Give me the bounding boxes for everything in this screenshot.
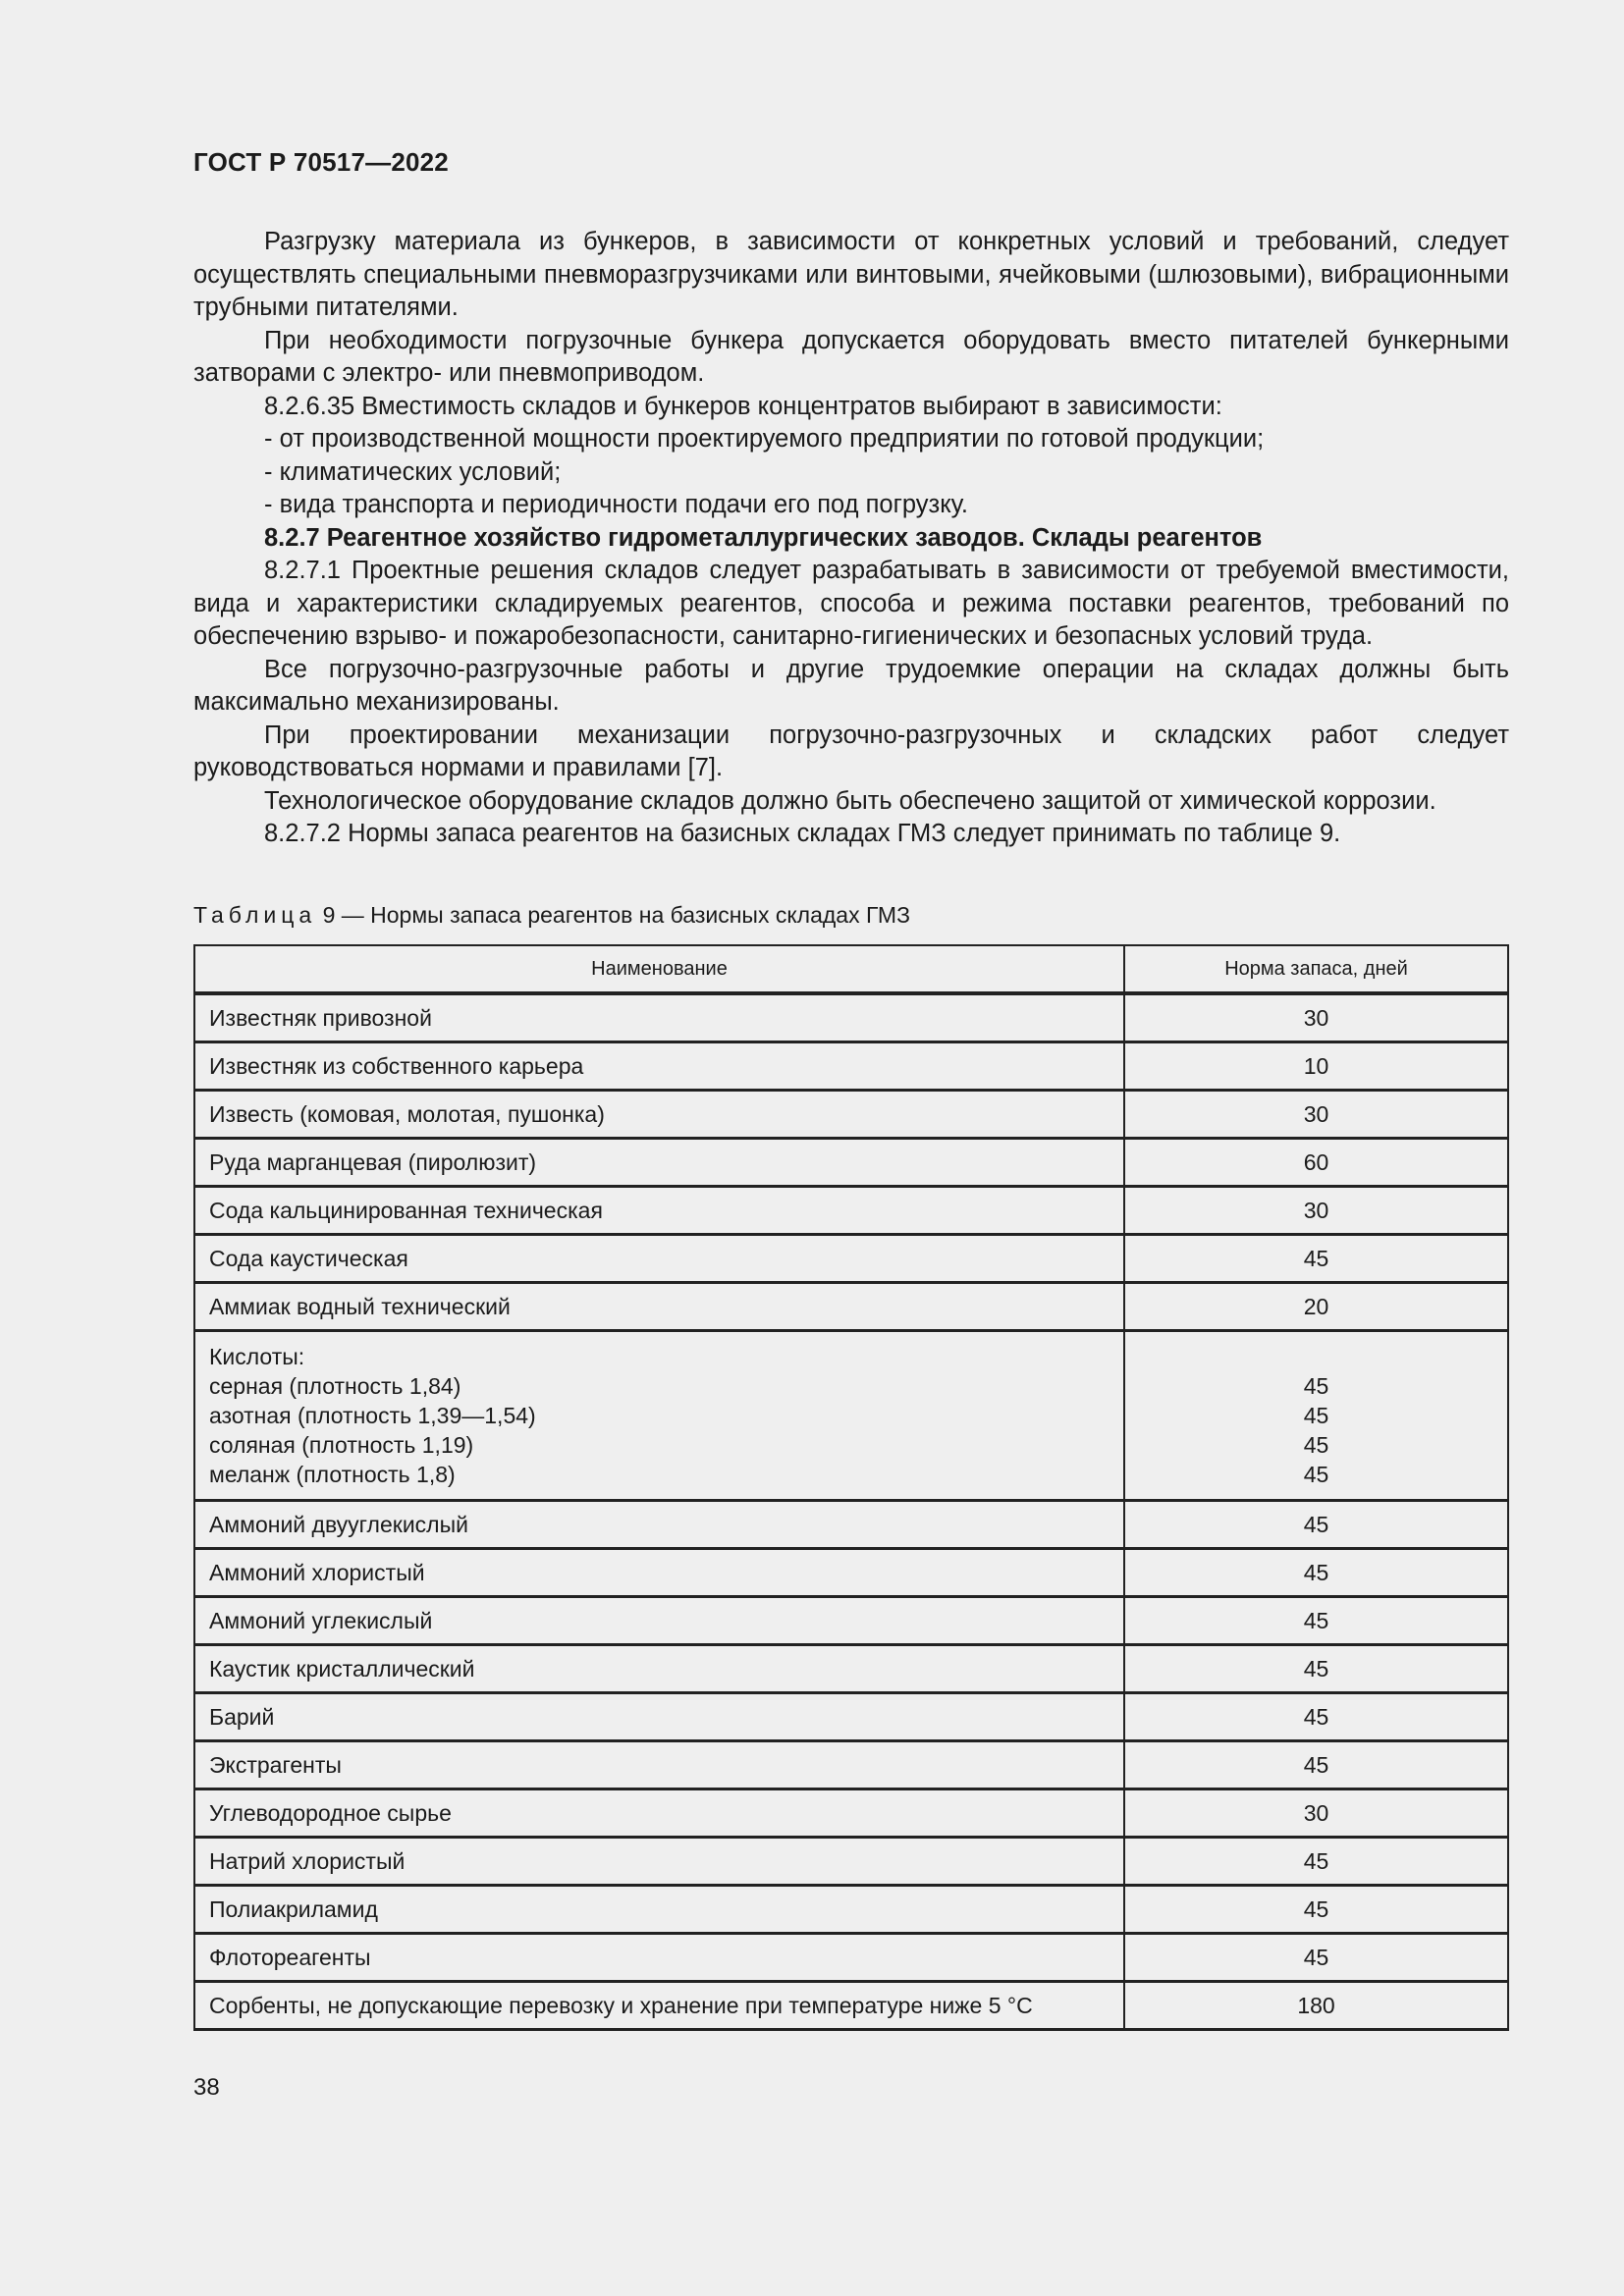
stock-days: 30 [1124,1187,1508,1235]
acids-cell [194,1331,1124,1501]
reagent-name: Аммоний хлористый [194,1549,1124,1597]
reagent-name: Полиакриламид [194,1886,1124,1934]
stock-days: 20 [1124,1283,1508,1331]
stock-days: 180 [1124,1982,1508,2030]
table-body-acids [194,1331,1508,1501]
reagent-name: Натрий хлористый [194,1838,1124,1886]
stock-days: 45 [1124,1549,1508,1597]
acid-name: меланж (плотность 1,8) [209,1462,456,1487]
table-caption-label: Таблица [193,902,317,928]
page-number: 38 [193,2074,220,2101]
table-header-row [194,945,1508,993]
reagent-name: Сода кальцинированная техническая [194,1187,1124,1235]
document-header: ГОСТ Р 70517—2022 [193,147,449,177]
stock-days: 30 [1124,1091,1508,1139]
acid-value: 45 [1303,1462,1329,1487]
paragraph: 8.2.7.2 Нормы запаса реагентов на базисных складах ГМЗ следует принимать по таблице 9. [264,820,1341,847]
list-item: - от производственной мощности проектируемого предприятии по готовой продукции; [264,425,1265,453]
paragraph: 8.2.7.1 Проектные решения складов следует разрабатывать в зависимости от требуемой вместимости, вида и характеристики складируемых реагентов, способа и режима поставки реагентов, требований по обеспечению взрыво- и пожаробезопасности, санитарно-гигиенических и безопасных условий труда. [193,557,1509,650]
column-header-norm: Норма запаса, дней [1124,945,1508,993]
table-body [194,993,1508,1331]
reagent-name: Аммоний двууглекислый [194,1501,1124,1549]
table-row [194,1693,1508,1741]
stock-days: 10 [1124,1042,1508,1091]
acid-value: 45 [1303,1373,1329,1399]
table-caption [193,902,910,929]
paragraph: При необходимости погрузочные бункера допускается оборудовать вместо питателей бункерными затворами с электро- или пневмоприводом. [193,326,1509,387]
table-row-acids [194,1331,1508,1501]
acids-title: Кислоты: [209,1344,305,1369]
reagent-name: Аммоний углекислый [194,1597,1124,1645]
list-item: - вида транспорта и периодичности подачи его под погрузку. [264,491,968,518]
paragraph: Разгрузку материала из бункеров, в зависимости от конкретных условий и требований, следует осуществлять специальными пневморазгрузчиками или винтовыми, ячейковыми (шлюзовыми), вибрационными трубными питателями. [193,228,1509,321]
stock-days: 30 [1124,1789,1508,1838]
stock-days: 45 [1124,1741,1508,1789]
column-header-name: Наименование [194,945,1124,993]
acid-value: 45 [1303,1403,1329,1428]
table-row [194,1982,1508,2030]
paragraph: Все погрузочно-разгрузочные работы и другие трудоемкие операции на складах должны быть максимально механизированы. [193,655,1509,716]
reagent-name: Руда марганцевая (пиролюзит) [194,1139,1124,1187]
table-row [194,1187,1508,1235]
stock-days: 45 [1124,1934,1508,1982]
stock-days: 45 [1124,1501,1508,1549]
stock-days: 60 [1124,1139,1508,1187]
reagent-stock-table [193,944,1509,2031]
table-row [194,1886,1508,1934]
reagent-name: Аммиак водный технический [194,1283,1124,1331]
paragraph: Технологическое оборудование складов должно быть обеспечено защитой от химической коррозии. [264,786,1436,815]
table-row [194,1139,1508,1187]
stock-days: 30 [1124,993,1508,1042]
acid-name: соляная (плотность 1,19) [209,1432,474,1458]
stock-days: 45 [1124,1235,1508,1283]
stock-days: 45 [1124,1645,1508,1693]
reagent-name: Известняк из собственного карьера [194,1042,1124,1091]
body-text [193,226,1509,851]
stock-days: 45 [1124,1838,1508,1886]
stock-days: 45 [1124,1597,1508,1645]
table-row [194,1597,1508,1645]
reagent-name: Известь (комовая, молотая, пушонка) [194,1091,1124,1139]
table-row [194,1091,1508,1139]
table-body [194,1501,1508,2030]
table-row [194,1235,1508,1283]
reagent-name: Экстрагенты [194,1741,1124,1789]
paragraph: При проектировании механизации погрузочно-разгрузочных и складских работ следует руководствоваться нормами и правилами [7]. [193,721,1509,781]
reagent-name: Углеводородное сырье [194,1789,1124,1838]
acid-name: азотная (плотность 1,39—1,54) [209,1403,536,1428]
table-row [194,1741,1508,1789]
stock-days: 45 [1124,1693,1508,1741]
table-row [194,993,1508,1042]
table-row [194,1501,1508,1549]
acids-values-cell [1124,1331,1508,1501]
reagent-name: Известняк привозной [194,993,1124,1042]
acid-value: 45 [1303,1432,1329,1458]
table-row [194,1789,1508,1838]
table-row [194,1645,1508,1693]
table-row [194,1934,1508,1982]
table-row [194,1283,1508,1331]
table-row [194,1042,1508,1091]
list-item: - климатических условий; [264,457,562,486]
table-caption-text: 9 — Нормы запаса реагентов на базисных складах ГМЗ [322,902,910,928]
stock-days: 45 [1124,1886,1508,1934]
paragraph: 8.2.6.35 Вместимость складов и бункеров концентратов выбирают в зависимости: [264,392,1222,420]
reagent-name: Барий [194,1693,1124,1741]
section-heading: 8.2.7 Реагентное хозяйство гидрометаллургических заводов. Склады реагентов [264,523,1263,552]
reagent-name: Флотореагенты [194,1934,1124,1982]
reagent-name: Каустик кристаллический [194,1645,1124,1693]
reagent-name: Сорбенты, не допускающие перевозку и хранение при температуре ниже 5 °С [194,1982,1124,2030]
table-row [194,1838,1508,1886]
reagent-name: Сода каустическая [194,1235,1124,1283]
table-row [194,1549,1508,1597]
acid-name: серная (плотность 1,84) [209,1373,461,1399]
